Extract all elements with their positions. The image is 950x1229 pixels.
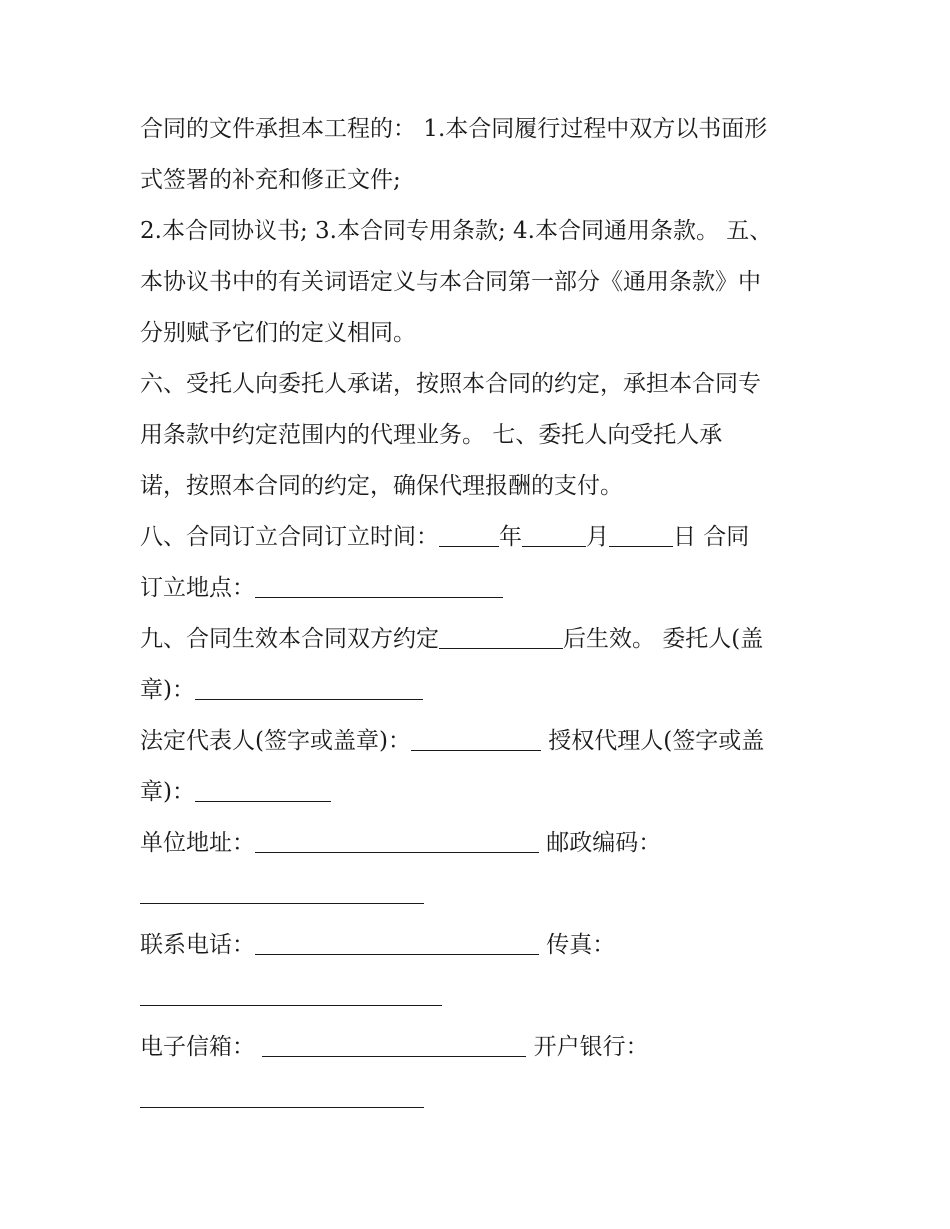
day-blank[interactable] [609,516,673,547]
agent-seal-blank[interactable] [195,771,331,802]
zip-line [140,869,820,920]
legal-rep-blank[interactable] [411,720,541,751]
text-line-7: 用条款中约定范围内的代理业务。 七、委托人向受托人承 [140,422,723,448]
place-blank[interactable] [255,567,503,598]
effective-condition-blank[interactable] [439,618,563,649]
text-line-2: 式签署的补充和修正文件; [140,167,401,193]
email-line [140,1022,820,1073]
email-label: 电子信箱： [140,1034,263,1060]
text-line-8: 诺，按照本合同的约定，确保代理报酬的支付。 [140,473,623,499]
address-label: 单位地址： [140,830,255,856]
place-label: 订立地点： [140,575,255,601]
text-line-1: 合同的文件承担本工程的： 1.本合同履行过程中双方以书面形 [140,116,768,142]
clause-9-line [140,614,820,665]
clause-8-label: 八、合同订立合同订立时间： [140,524,439,550]
bank-blank[interactable] [140,1077,424,1108]
clause-9-after: 后生效。 委托人(盖 [563,626,764,652]
month-label: 月 [586,524,609,550]
fax-line [140,971,820,1022]
email-blank[interactable] [262,1026,526,1057]
agent-seal-line [140,767,820,818]
zip-blank[interactable] [140,873,424,904]
text-line-5: 分别赋予它们的定义相同。 [140,320,416,346]
bank-label: 开户银行： [526,1034,649,1060]
year-label: 年 [499,524,522,550]
text-line-4: 本协议书中的有关词语定义与本合同第一部分《通用条款》中 [140,269,761,295]
principal-seal-label: 章)： [140,677,195,703]
fax-blank[interactable] [140,975,442,1006]
principal-seal-blank[interactable] [195,669,423,700]
address-blank[interactable] [255,822,539,853]
place-label-start: 合同 [696,524,750,550]
month-blank[interactable] [522,516,586,547]
legal-rep-label: 法定代表人(签字或盖章)： [140,728,411,754]
agent-seal-label: 章)： [140,779,195,805]
day-label: 日 [673,524,696,550]
fax-label: 传真： [539,932,616,958]
phone-blank[interactable] [255,924,539,955]
year-blank[interactable] [439,516,499,547]
clause-8-place-line [140,563,820,614]
text-line-3: 2.本合同协议书; 3.本合同专用条款; 4.本合同通用条款。 五、 [140,218,773,244]
zip-label: 邮政编码： [539,830,662,856]
agent-label: 授权代理人(签字或盖 [540,728,765,754]
address-line [140,818,820,869]
text-line-6: 六、受托人向委托人承诺，按照本合同的约定，承担本合同专 [140,371,761,397]
phone-label: 联系电话： [140,932,255,958]
bank-line [140,1073,820,1124]
document-body [140,104,820,1124]
legal-rep-line [140,716,820,767]
phone-line [140,920,820,971]
clause-9-label: 九、合同生效本合同双方约定 [140,626,439,652]
principal-seal-line [140,665,820,716]
clause-8-date-line [140,512,820,563]
